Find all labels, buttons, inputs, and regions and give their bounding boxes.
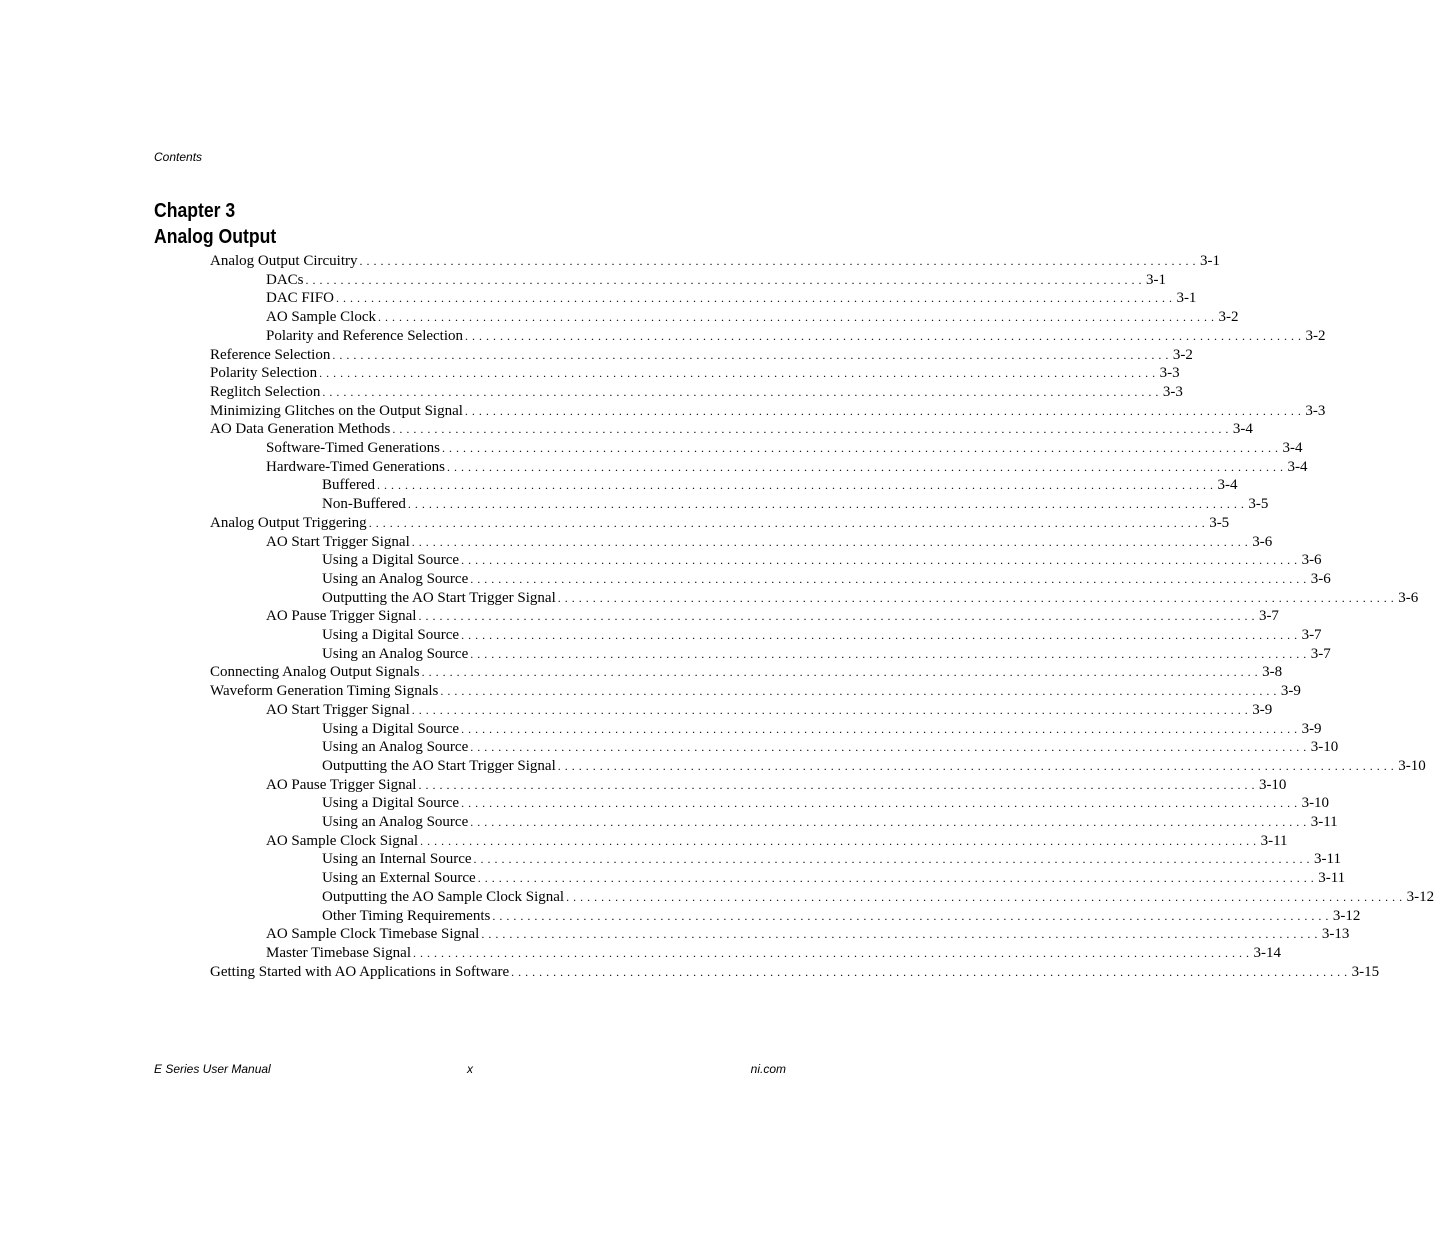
toc-entry[interactable] [322,888,1434,908]
toc-entry-page: 3-7 [1301,627,1322,643]
toc-entry-title: DAC FIFO [266,290,334,307]
toc-entry-page: 3-6 [1398,589,1419,606]
toc-entry[interactable] [322,870,1346,889]
toc-entry-title: Reference Selection [210,346,331,363]
toc-entry-page: 3-10 [1258,776,1287,793]
toc-dot-leader: . . . . . . . . . . . . . . . . . . . . . . . . . . . . . . . . . . . . . . . . . . . . . . . . . . . . . . . . . . . . . . . . . . . . . . . . . . . . . . . . . . . . . . . . . . . . . . . . . . . . . . . . . . . . . . . . . . . . . . . . [359,254,1196,268]
toc-entry-page: 3-11 [1318,870,1346,887]
toc-dot-leader: . . . . . . . . . . . . . . . . . . . . . . . . . . . . . . . . . . . . . . . . . . . . . . . . . . . . . . . . . . . . . . . . . . . . . . . . . . . . . . . . . . . . . . . . . . . . . . . . . . . . . . . . . . . . . . . . . . . . . . . . [413,945,1250,960]
toc-entry-title: Non-Buffered [322,496,406,513]
toc-dot-leader: . . . . . . . . . . . . . . . . . . . . . . . . . . . . . . . . . . . . . . . . . . . . . . . . . . . . . . . . . . . . . . . . . . . . . . . . . . . . . . . . . . . . . . . . . . . . . . . . . . . . . . . . . . . . . . . . . . . . . . . . [411,534,1249,549]
toc-entry-page: 3-11 [1260,832,1288,849]
toc-dot-leader: . . . . . . . . . . . . . . . . . . . . . . . . . . . . . . . . . . . . . . . . . . . . . . . . . . . . . . . . . . . . . . . . . . . . . . . . . . . . . . . . . . . . . . . . . . . . . . . . . . . . . . . . . . . . . . . . . . . . . . . . [442,441,1279,455]
toc-entry-page: 3-2 [1172,346,1193,363]
toc-dot-leader: . . . . . . . . . . . . . . . . . . . . . . . . . . . . . . . . . . . . . . . . . . . . . . . . . . . . . . . . . . . . . . . . . . . . . . . . . . . . . . . . . . . . . . . . . . . . . . . . . . . . . . . . . . . . . . . . . . . . . . . . [470,646,1307,661]
toc-dot-leader: . . . . . . . . . . . . . . . . . . . . . . . . . . . . . . . . . . . . . . . . . . . . . . . . . . . . . . . . . . . . . . . . . . . . . . . . . . . . . . . . . . . . . . . . . . . . . . . . . . . . . . . . . . . . . . . . . . . . . . . . [305,272,1143,287]
toc-entry-page: 3-11 [1314,851,1341,868]
toc-entry-title: AO Start Trigger Signal [266,701,410,718]
toc-dot-leader: . . . . . . . . . . . . . . . . . . . . . . . . . . . . . . . . . . . . . . . . . . . . . . . . . . . . . . . . . . . . . . . . . . . . . . . . . . . . . . . . . . . . . . . . . . . . . . . . . . . . . . . . . . . . . . . . . . . . . . . . [461,721,1298,736]
toc-dot-leader: . . . . . . . . . . . . . . . . . . . . . . . . . . . . . . . . . . . . . . . . . . . . . . . . . . . . . . . . . . . . . . . . . . . . . . . . . . . . . . . . . . . . . . . . . . . . . . . . . . . . . . . . . . . . . . . . . . . . . . . . [418,777,1255,792]
footer-page-number: x [467,1062,473,1076]
toc-entry-title: AO Pause Trigger Signal [266,608,417,625]
toc-entry-page: 3-9 [1301,720,1322,737]
toc-entry-page: 3-14 [1253,944,1281,961]
toc-entry-title: AO Data Generation Methods [210,421,391,438]
toc-entry-page: 3-6 [1252,533,1273,550]
toc-entry[interactable] [210,402,1326,422]
toc-dot-leader: . . . . . . . . . . . . . . . . . . . . . . . . . . . . . . . . . . . . . . . . . . . . . . . . . . . . . . . . . . . . . . . . . . . . . . . . . . . . . . . . . . . . . . . . . . . . . . . . . . . . . . . . . . . . . . . . . . . . . . . . [420,833,1257,848]
toc-entry-page: 3-7 [1258,608,1279,625]
toc-entry[interactable] [322,477,1238,496]
toc-entry-title: Using an Analog Source [322,645,469,662]
toc-dot-leader: . . . . . . . . . . . . . . . . . . . . . . . . . . . . . . . . . . . . . . . . . . . . . . . . . . . . . . . . . . . . . . . . . . . . . . . . . . . . . . . . . . . . . . . . . . . . . . . . . . . . . . . . . . . . . . . . . . . . . . . . [465,328,1302,343]
toc-entry[interactable] [210,683,1301,702]
toc-entry-page: 3-15 [1351,963,1380,980]
toc-entry-page: 3-1 [1199,253,1220,269]
toc-dot-leader: . . . . . . . . . . . . . . . . . . . . . . . . . . . . . . . . . . . . . . . . . . . . . . . . . . . . . . . . . . . . . . . . . . . . . . . . . . . . . . . . . . . . . . . . . . . . . . . . . . . . . . . . . . . . . . . . . . . . . . . . [407,497,1245,512]
toc-entry-title: Buffered [322,477,376,494]
toc-dot-leader: . . . . . . . . . . . . . . . . . . . . . . . . . . . . . . . . . . . . . . . . . . . . . . . . . . . . . . . . . . . . . . . . . . . . . . . . . . . . . . . . . . . . . . . . . . . . . . . . . . . . . . . . . . . . . . . . . . . . . . . . [481,927,1318,942]
toc-entry-title: AO Sample Clock Timebase Signal [266,926,480,943]
footer-manual-title: E Series User Manual [154,1062,271,1076]
toc-entry-title: AO Start Trigger Signal [266,533,410,550]
toc-entry-page: 3-4 [1232,421,1253,438]
toc-entry-page: 3-5 [1248,496,1269,513]
toc-entry[interactable] [322,907,1361,927]
toc-dot-leader: . . . . . . . . . . . . . . . . . . . . . . . . . . . . . . . . . . . . . . . . . . . . . . . . . . . . . . . . . . . . . . . . . . . . . . . . . . . . . . . . . . . . . . . . . . . . . . . . . . . . . . . . . . . . . . . . . . . . . . . . [566,889,1403,904]
toc-entry-title: Outputting the AO Sample Clock Signal [322,888,565,905]
toc-dot-leader: . . . . . . . . . . . . . . . . . . . . . . . . . . . . . . . . . . . . . . . . . . . . . . . . . . . . . . . . . . . . . . . . . . . . . . . . . . . . . . . . . . . . . . . . . . . . . . . . . . . . . . . . . . . . . . . . . . . . . . . . [477,871,1315,886]
toc-dot-leader: . . . . . . . . . . . . . . . . . . . . . . . . . . . . . . . . . . . . . . . . . . . . . . . . . . . . . . . . . . . . . . . . . . . . . . . . . . . . . . . . . . . . . . . . . . . . . . . . . . . . . . . . . . . . . . . . . . . . . . . . [421,665,1259,680]
toc-dot-leader: . . . . . . . . . . . . . . . . . . . . . . . . . . . . . . . . . . . . . . . . . . . . . . . . . . . . . . . . . . . . . . . . . . . . . . . . . . . . . . . . . . . . . . . . . . . . . . . . . . . . . . . . . . . . . . . . . . . . . . . . [464,403,1302,418]
toc-entry-page: 3-4 [1217,477,1238,494]
toc-entry-title: Software-Timed Generations [266,440,440,456]
toc-entry[interactable] [266,271,1167,291]
toc-entry-page: 3-3 [1162,383,1183,400]
toc-dot-leader: . . . . . . . . . . . . . . . . . . . . . . . . . . . . . . . . . . . . . . . . . . . . . . . . . . . . . . . . . . . . . . . . . . . . . . . . . . . . . . . . . . . . . . . . . . . . . . . . . . . . . . . . . . . . . . . . . . . . . . . . [378,310,1215,325]
toc-dot-leader: . . . . . . . . . . . . . . . . . . . . . . . . . . . . . . . . . . . . . . . . . . . . . . . . . . . . . . . . . . . . . . . . . . . . . . . . . . . . . . . . . . . . . . . . . . . . . . . . . . . . . . . . . . . . . . . . . . . . . . . . [461,553,1298,568]
toc-entry-page: 3-4 [1282,440,1303,456]
toc-dot-leader: . . . . . . . . . . . . . . . . . . . . . . . . . . . . . . . . . . . . . . . . . . . . . . . . . . . . . . . . . . . . . . . . . . . . . . . . . . . . . . . . . . . . . . . . . . . . . . . . . . . . . . . . . . . . . . . . . . . . . . . . [335,291,1173,306]
toc-dot-leader: . . . . . . . . . . . . . . . . . . . . . . . . . . . . . . . . . . . . . . . . . . . . . . . . . . . . . . . . . . . . . . . . . . . . . . . . . . . . . . . . . . . . . . . . . . . . . . . . . . . . . . . . . . . . . . . . . . . . . . . . [440,684,1277,699]
toc-entry-page: 3-2 [1218,309,1239,326]
toc-entry[interactable] [266,926,1350,945]
toc-entry-title: Waveform Generation Timing Signals [210,683,439,700]
toc-entry-page: 3-5 [1209,514,1230,531]
toc-entry-title: DACs [266,271,304,288]
toc-entry[interactable] [210,514,1230,534]
toc-entry-title: Using an Analog Source [322,739,469,756]
toc-dot-leader: . . . . . . . . . . . . . . . . . . . . . . . . . . . . . . . . . . . . . . . . . . . . . . . . . . . . . . . . . . . . . . . . . . . . . . . . . . . . . . . . . . . . . . . . . . . . . . . . . . . . . . . . . . . . . . . . . . . . . . . . [322,384,1159,399]
toc-entry-title: Connecting Analog Output Signals [210,664,420,681]
toc-entry-page: 3-10 [1398,757,1426,774]
toc-entry[interactable] [322,795,1330,814]
toc-entry-title: Using a Digital Source [322,795,460,812]
toc-dot-leader: . . . . . . . . . . . . . . . . . . . . . . . . . . . . . . . . . . . . . . . . . . . . . . . . . . . . . . . . . . . . . . . . . . . . . . . . . . . . . . . . . . . . . . . . . . . . . . . . . . . . . . . . . . . . . . . . . . . . . . . . [319,366,1156,381]
toc-entry-page: 3-2 [1305,327,1326,344]
toc-entry-page: 3-9 [1252,701,1273,718]
toc-entry-page: 3-13 [1321,926,1350,943]
toc-dot-leader: . . . . . . . . . . . . . . . . . . . . . . . . . . . . . . . . . . . . . . . . . . . . . . . . . . . . . . . . . . . . . . . . . . . . . . . . . . . . . . . . . . . . . . . . . . . . . . . . . . . . . . . . . . . . . . . . . . . . . . . . [473,852,1311,867]
toc-entry-title: Other Timing Requirements [322,907,491,924]
toc-entry-page: 3-10 [1301,795,1330,812]
toc-dot-leader: . . . . . . . . . . . . . . . . . . . . . . . . . . . . . . . . . . . . . . . . . . . . . . . . . . . . . . . . . . . . . . . . . . . . . . . . . . . . . . . . . . . . . . . . . . . . . . . . . . . . . . . . . . . . . . . . . . . . . . . . [411,702,1249,717]
chapter-title: Analog Output [154,226,277,248]
toc-entry-title: Outputting the AO Start Trigger Signal [322,757,556,774]
toc-entry-title: Minimizing Glitches on the Output Signal [210,402,463,419]
toc-entry[interactable] [210,383,1183,403]
toc-entry-title: Using a Digital Source [322,627,460,643]
toc-entry-page: 3-12 [1406,888,1434,905]
toc-entry[interactable] [266,440,1303,459]
toc-entry[interactable] [266,533,1273,553]
toc-entry-title: Using an Analog Source [322,814,469,830]
toc-entry-title: Using a Digital Source [322,720,460,737]
toc-entry-page: 3-3 [1159,365,1180,382]
toc-entry[interactable] [322,814,1338,833]
toc-entry[interactable] [210,365,1180,384]
toc-entry-title: Analog Output Triggering [210,514,367,531]
toc-entry[interactable] [210,253,1220,272]
toc-entry-page: 3-9 [1280,683,1301,700]
toc-entry[interactable] [266,290,1197,309]
toc-entry-title: Hardware-Timed Generations [266,458,445,475]
toc-entry[interactable] [266,832,1288,852]
toc-entry-page: 3-10 [1310,739,1339,756]
toc-entry[interactable] [266,701,1273,721]
toc-dot-leader: . . . . . . . . . . . . . . . . . . . . . . . . . . . . . . . . . . . . . . . . . . . . . . . . . . . . . . . . . . . . . . . . . . . . . . . . . . . . . . . . . . . . . . . . . . . . . . . . . . . . . . . . . . . . . . . . . . . . . . . . [470,815,1307,829]
toc-entry-title: Master Timebase Signal [266,944,411,961]
toc-entry-title: AO Sample Clock [266,309,376,326]
toc-dot-leader: . . . . . . . . . . . . . . . . . . . . . . . . . . . . . . . . . . . . . . . . . . . . . . . . . . . . . . . . . . . . . . . . . . . . . . . . . . . . . . . . . . . . . . . . . . . . . . . . . . . . . . . . . . . . . . . . . . . . . . . . [511,964,1348,979]
toc-dot-leader: . . . . . . . . . . . . . . . . . . . . . . . . . . . . . . . . . . . . . . . . . . . . . . . . . . . . . . . . . . . . . . . . . . . . . . . . . . . . . . . . . . . . . . . . . . . . . . . . . . . . . . . . . . . . . . . . . . . . . . . . [446,459,1284,474]
toc-entry[interactable] [266,944,1281,964]
toc-dot-leader: . . . . . . . . . . . . . . . . . . . . . . . . . . . . . . . . . . . . . . . . . . . . . . . . . . . . . . . . . . . . . . . . . . . . . . . . . . . . . . . . . . . . . . . . . . . . . . . . . . . . . . . . . . . . . . . . . . . . . . . . [418,609,1255,624]
toc-entry[interactable] [210,346,1193,366]
toc-entry-title: Using an Internal Source [322,851,472,868]
toc-dot-leader: . . . . . . . . . . . . . . . . . . . . . . . . . . . . . . . . . . . . . . . . . . . . . . . . . . . . . . . . . . . . . . . . . . . . . . . . . . . . . . . . . . . . . . . . . . . . . . . . . . . . . . . . . . . . . . . . . . . . . . . . [368,515,1206,530]
toc-entry[interactable] [322,496,1269,515]
toc-entry[interactable] [322,851,1341,870]
toc-entry[interactable] [322,645,1331,665]
toc-entry[interactable] [322,739,1339,758]
toc-entry-title: Getting Started with AO Applications in Software [210,963,510,980]
toc-entry[interactable] [266,309,1239,328]
toc-entry[interactable] [322,757,1426,777]
toc-entry-title: Using a Digital Source [322,552,460,569]
toc-entry-title: Using an External Source [322,870,476,887]
toc-entry-title: Analog Output Circuitry [210,253,358,269]
toc-entry-page: 3-12 [1332,907,1361,924]
toc-entry-page: 3-6 [1310,570,1331,587]
toc-entry-page: 3-1 [1146,271,1167,288]
toc-entry-page: 3-11 [1310,814,1338,830]
toc-entry-title: Outputting the AO Start Trigger Signal [322,589,556,606]
toc-entry[interactable] [266,608,1279,627]
toc-entry[interactable] [266,776,1287,796]
toc-entry[interactable] [322,720,1322,740]
toc-entry[interactable] [210,664,1283,683]
toc-entry-page: 3-7 [1310,645,1331,662]
chapter-heading [154,198,276,250]
toc-entry-title: Using an Analog Source [322,570,469,587]
toc-dot-leader: . . . . . . . . . . . . . . . . . . . . . . . . . . . . . . . . . . . . . . . . . . . . . . . . . . . . . . . . . . . . . . . . . . . . . . . . . . . . . . . . . . . . . . . . . . . . . . . . . . . . . . . . . . . . . . . . . . . . . . . . [470,740,1307,755]
toc-entry[interactable] [210,963,1380,983]
toc-entry-page: 3-8 [1262,664,1283,681]
toc-entry[interactable] [322,589,1419,609]
toc-entry[interactable] [210,421,1253,440]
toc-entry[interactable] [266,458,1308,478]
toc-entry-title: Polarity Selection [210,365,318,382]
toc-dot-leader: . . . . . . . . . . . . . . . . . . . . . . . . . . . . . . . . . . . . . . . . . . . . . . . . . . . . . . . . . . . . . . . . . . . . . . . . . . . . . . . . . . . . . . . . . . . . . . . . . . . . . . . . . . . . . . . . . . . . . . . . [461,796,1298,811]
toc-entry-title: Reglitch Selection [210,383,321,400]
toc-entry-title: AO Sample Clock Signal [266,832,419,849]
toc-entry[interactable] [322,552,1322,571]
running-header: Contents [154,150,203,164]
toc-dot-leader: . . . . . . . . . . . . . . . . . . . . . . . . . . . . . . . . . . . . . . . . . . . . . . . . . . . . . . . . . . . . . . . . . . . . . . . . . . . . . . . . . . . . . . . . . . . . . . . . . . . . . . . . . . . . . . . . . . . . . . . . [461,628,1298,642]
toc-entry[interactable] [266,327,1326,347]
toc-entry-page: 3-4 [1287,458,1308,475]
toc-entry[interactable] [322,627,1322,646]
toc-entry-title: Polarity and Reference Selection [266,327,464,344]
toc-dot-leader: . . . . . . . . . . . . . . . . . . . . . . . . . . . . . . . . . . . . . . . . . . . . . . . . . . . . . . . . . . . . . . . . . . . . . . . . . . . . . . . . . . . . . . . . . . . . . . . . . . . . . . . . . . . . . . . . . . . . . . . . [492,908,1329,923]
toc-entry-page: 3-3 [1305,402,1326,419]
toc-entry-page: 3-6 [1301,552,1322,569]
chapter-number: Chapter 3 [154,200,236,222]
toc-entry-title: AO Pause Trigger Signal [266,776,417,793]
toc-dot-leader: . . . . . . . . . . . . . . . . . . . . . . . . . . . . . . . . . . . . . . . . . . . . . . . . . . . . . . . . . . . . . . . . . . . . . . . . . . . . . . . . . . . . . . . . . . . . . . . . . . . . . . . . . . . . . . . . . . . . . . . . [557,758,1395,773]
toc-dot-leader: . . . . . . . . . . . . . . . . . . . . . . . . . . . . . . . . . . . . . . . . . . . . . . . . . . . . . . . . . . . . . . . . . . . . . . . . . . . . . . . . . . . . . . . . . . . . . . . . . . . . . . . . . . . . . . . . . . . . . . . . [470,571,1307,586]
toc-dot-leader: . . . . . . . . . . . . . . . . . . . . . . . . . . . . . . . . . . . . . . . . . . . . . . . . . . . . . . . . . . . . . . . . . . . . . . . . . . . . . . . . . . . . . . . . . . . . . . . . . . . . . . . . . . . . . . . . . . . . . . . . [392,422,1229,437]
toc-dot-leader: . . . . . . . . . . . . . . . . . . . . . . . . . . . . . . . . . . . . . . . . . . . . . . . . . . . . . . . . . . . . . . . . . . . . . . . . . . . . . . . . . . . . . . . . . . . . . . . . . . . . . . . . . . . . . . . . . . . . . . . . [557,590,1395,605]
toc-dot-leader: . . . . . . . . . . . . . . . . . . . . . . . . . . . . . . . . . . . . . . . . . . . . . . . . . . . . . . . . . . . . . . . . . . . . . . . . . . . . . . . . . . . . . . . . . . . . . . . . . . . . . . . . . . . . . . . . . . . . . . . . [377,478,1214,493]
toc-entry-page: 3-1 [1176,290,1197,307]
footer-website: ni.com [750,1062,786,1076]
toc-entry[interactable] [322,570,1331,590]
toc-dot-leader: . . . . . . . . . . . . . . . . . . . . . . . . . . . . . . . . . . . . . . . . . . . . . . . . . . . . . . . . . . . . . . . . . . . . . . . . . . . . . . . . . . . . . . . . . . . . . . . . . . . . . . . . . . . . . . . . . . . . . . . . [332,347,1169,362]
